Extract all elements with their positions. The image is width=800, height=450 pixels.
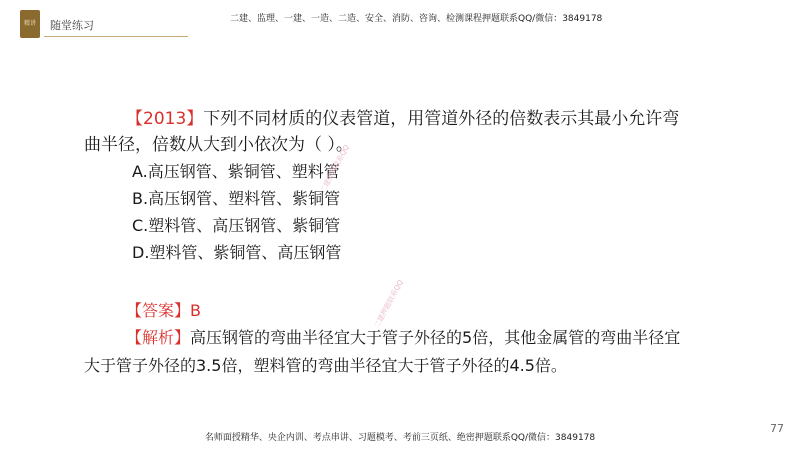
analysis-block (84, 324, 684, 380)
answer-label: 【答案】 (126, 301, 191, 320)
brand-logo (20, 10, 40, 38)
watermark: 二建押题联系QQ (318, 143, 351, 195)
option-d: D.塑料管、紫铜管、高压钢管 (132, 243, 342, 262)
page-number: 77 (770, 422, 784, 435)
footer-notice: 名师面授精华、央企内训、考点串讲、习题模考、考前三页纸、绝密押题联系QQ/微信：3849178 (204, 433, 596, 443)
header-divider (44, 36, 188, 37)
top-notice: 二建、监理、一建、一造、二造、安全、消防、咨询、检测课程押题联系QQ/微信：3849178 (230, 14, 603, 24)
section-title: 随堂练习 (50, 19, 94, 32)
option-b: B.高压钢管、塑料管、紫铜管 (132, 189, 341, 208)
question-stem (84, 106, 684, 158)
option-a: A.高压钢管、紫铜管、塑料管 (132, 162, 340, 181)
analysis-label: 【解析】 (126, 328, 191, 347)
question-block (84, 106, 684, 266)
watermark: 二建押题联系QQ (372, 278, 405, 330)
logo-text: 精讲 (23, 20, 36, 27)
analysis-text: 高压钢管的弯曲半径宜大于管子外径的5倍，其他金属管的弯曲半径宜大于管子外径的3.5倍，塑料管的弯曲半径宜大于管子外径的4.5倍。 (84, 328, 681, 375)
answer-line (126, 298, 201, 324)
question-text: 下列不同材质的仪表管道，用管道外径的倍数表示其最小允许弯曲半径，倍数从大到小依次为（ ）。 (84, 109, 680, 155)
option-c: C.塑料管、高压钢管、紫铜管 (132, 216, 341, 235)
year-tag: 【2013】 (126, 109, 204, 129)
answer-value: B (190, 301, 201, 320)
